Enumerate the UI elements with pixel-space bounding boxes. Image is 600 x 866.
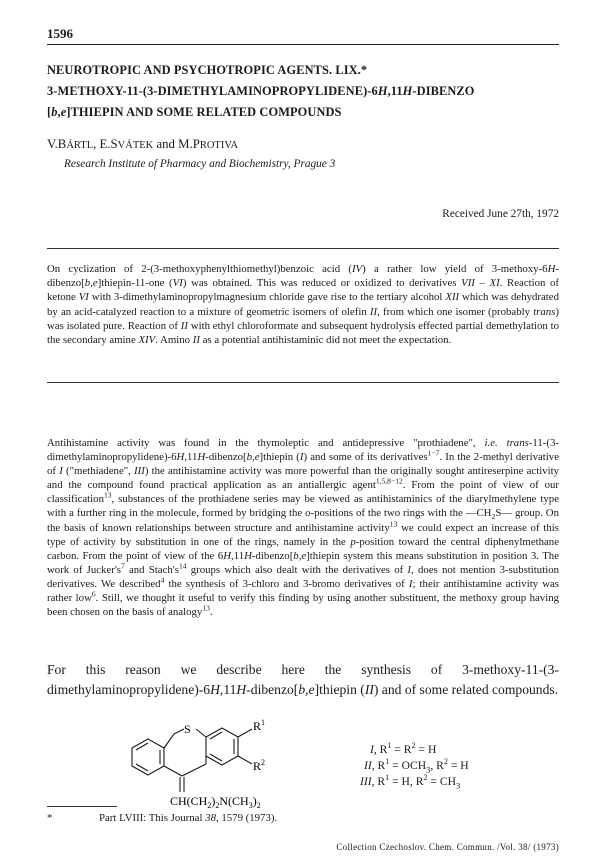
compound-III: III, $R^1 = H$, $R^2 = CH_3$ [360, 773, 461, 791]
footnote: * Part LVIII: This Journal 38, 1579 (1973). [47, 812, 278, 824]
compound-II: II, $R^1 = OCH_3$, $R^2 = H$ [364, 757, 469, 775]
authors: V.BÁRTL, E.SVÁTEK and M.PROTIVA [47, 137, 239, 151]
abstract: On cyclization of 2-(3-methoxyphenylthiomethyl)benzoic acid (IV) a rather low yield of 3-methoxy-6H-dibenzo[b,e]thiepin-11-one (VI) was obtained. This was reduced or oxidized to derivatives VII – XI. Reaction of ketone VI with 3-dimethylaminopropylmagnesium chloride gave rise to the tertiary alcohol XII which was dehydrated by an acid-catalyzed reaction to a mixture of geometric isomers of olefin II, from which one isomer (probably trans) was isolated pure. Reaction of II with ethyl chloroformate and subsequent hydrolysis effected partial demethylation to the secondary amine XIV. Amino II as a potential antihistaminic did not meet the expectation. [47, 263, 560, 347]
chemical-structure [120, 712, 300, 812]
header-rule [47, 44, 559, 45]
abstract-rule-top [47, 248, 559, 249]
page-number: 1596 [47, 26, 73, 41]
body-paragraph-1: Antihistamine activity was found in the thymoleptic and antidepressive "prothiadene", i.e. trans-11-(3-dimethylaminopropylidene)-6H,11H-dibenzo[b,e]thiepin (I) and some of its derivatives$^{1-7}$. In the 2-methyl derivative of I ("methiadene", III) the antihistamine activity was more powerful than the originally sought antireserpine activity and the compound found practical application as an antiallergic agent$^{1,5,8-12}$. From the point of view of our classification$^{13}$, substances of the prothiadene series may be viewed as antihistaminics of the diarylmethylene type with a further ring in the molecule, formed by bridging the o-positions of the two rings with the $—CH_2S—$ group. On the basis of known relationships between structure and antihistamine activity$^{13}$ we could expect an increase of this type of activity by substitution in one of the rings, namely in the p-position toward the central diphenylmethane carbon. From the point of view of the 6H,11H-dibenzo[b,e]thiepin system this means substitution in position 3. The work of $Jucker's^7$ and $Stach's^{14}$ groups which also dealt with the derivatives of I, does not mention 3-substitution derivatives. We described$^4$ the synthesis of 3-chloro and 3-bromo derivatives of I; their antihistamine activity was rather low$^6$. Still, we thought it useful to verify this finding by using another substituent, the methoxy group having been chosen on the basis of analogy$^{13}$. [47, 437, 559, 619]
title-line-3: [b,e]THIEPIN AND SOME RELATED COMPOUNDS [47, 105, 342, 119]
substituent-r1: $R^1$ [253, 718, 266, 733]
substituent-r2: $R^2$ [253, 758, 266, 773]
title-line-1: NEUROTROPIC AND PSYCHOTROPIC AGENTS. LIX.* [47, 63, 368, 77]
sulfur-atom: S [184, 722, 191, 736]
abstract-rule-bottom [47, 382, 559, 383]
journal-footer: Collection Czechoslov. Chem. Commun. /Vol. 38/ (1973) [336, 842, 559, 852]
compound-legend [350, 742, 469, 790]
article-title [47, 60, 559, 123]
affiliation: Research Institute of Pharmacy and Biochemistry, Prague 3 [64, 158, 336, 170]
side-chain-label: $CH(CH_2)_2N(CH_3)_2$ [170, 794, 261, 810]
title-line-2: 3-METHOXY-11-(3-DIMETHYLAMINOPROPYLIDENE)-6H,11H-DIBENZO [47, 84, 475, 98]
received-date: Received June 27th, 1972 [442, 208, 559, 220]
compound-I: I, $R^1 = R^2 = H$ [370, 741, 437, 756]
footnote-rule [47, 806, 117, 807]
body-paragraph-2: For this reason we describe here the synthesis of 3-methoxy-11-(3-dimethylaminopropylidene)-6H,11H-dibenzo[b,e]thiepin (II) and of some related compounds. [47, 662, 559, 697]
